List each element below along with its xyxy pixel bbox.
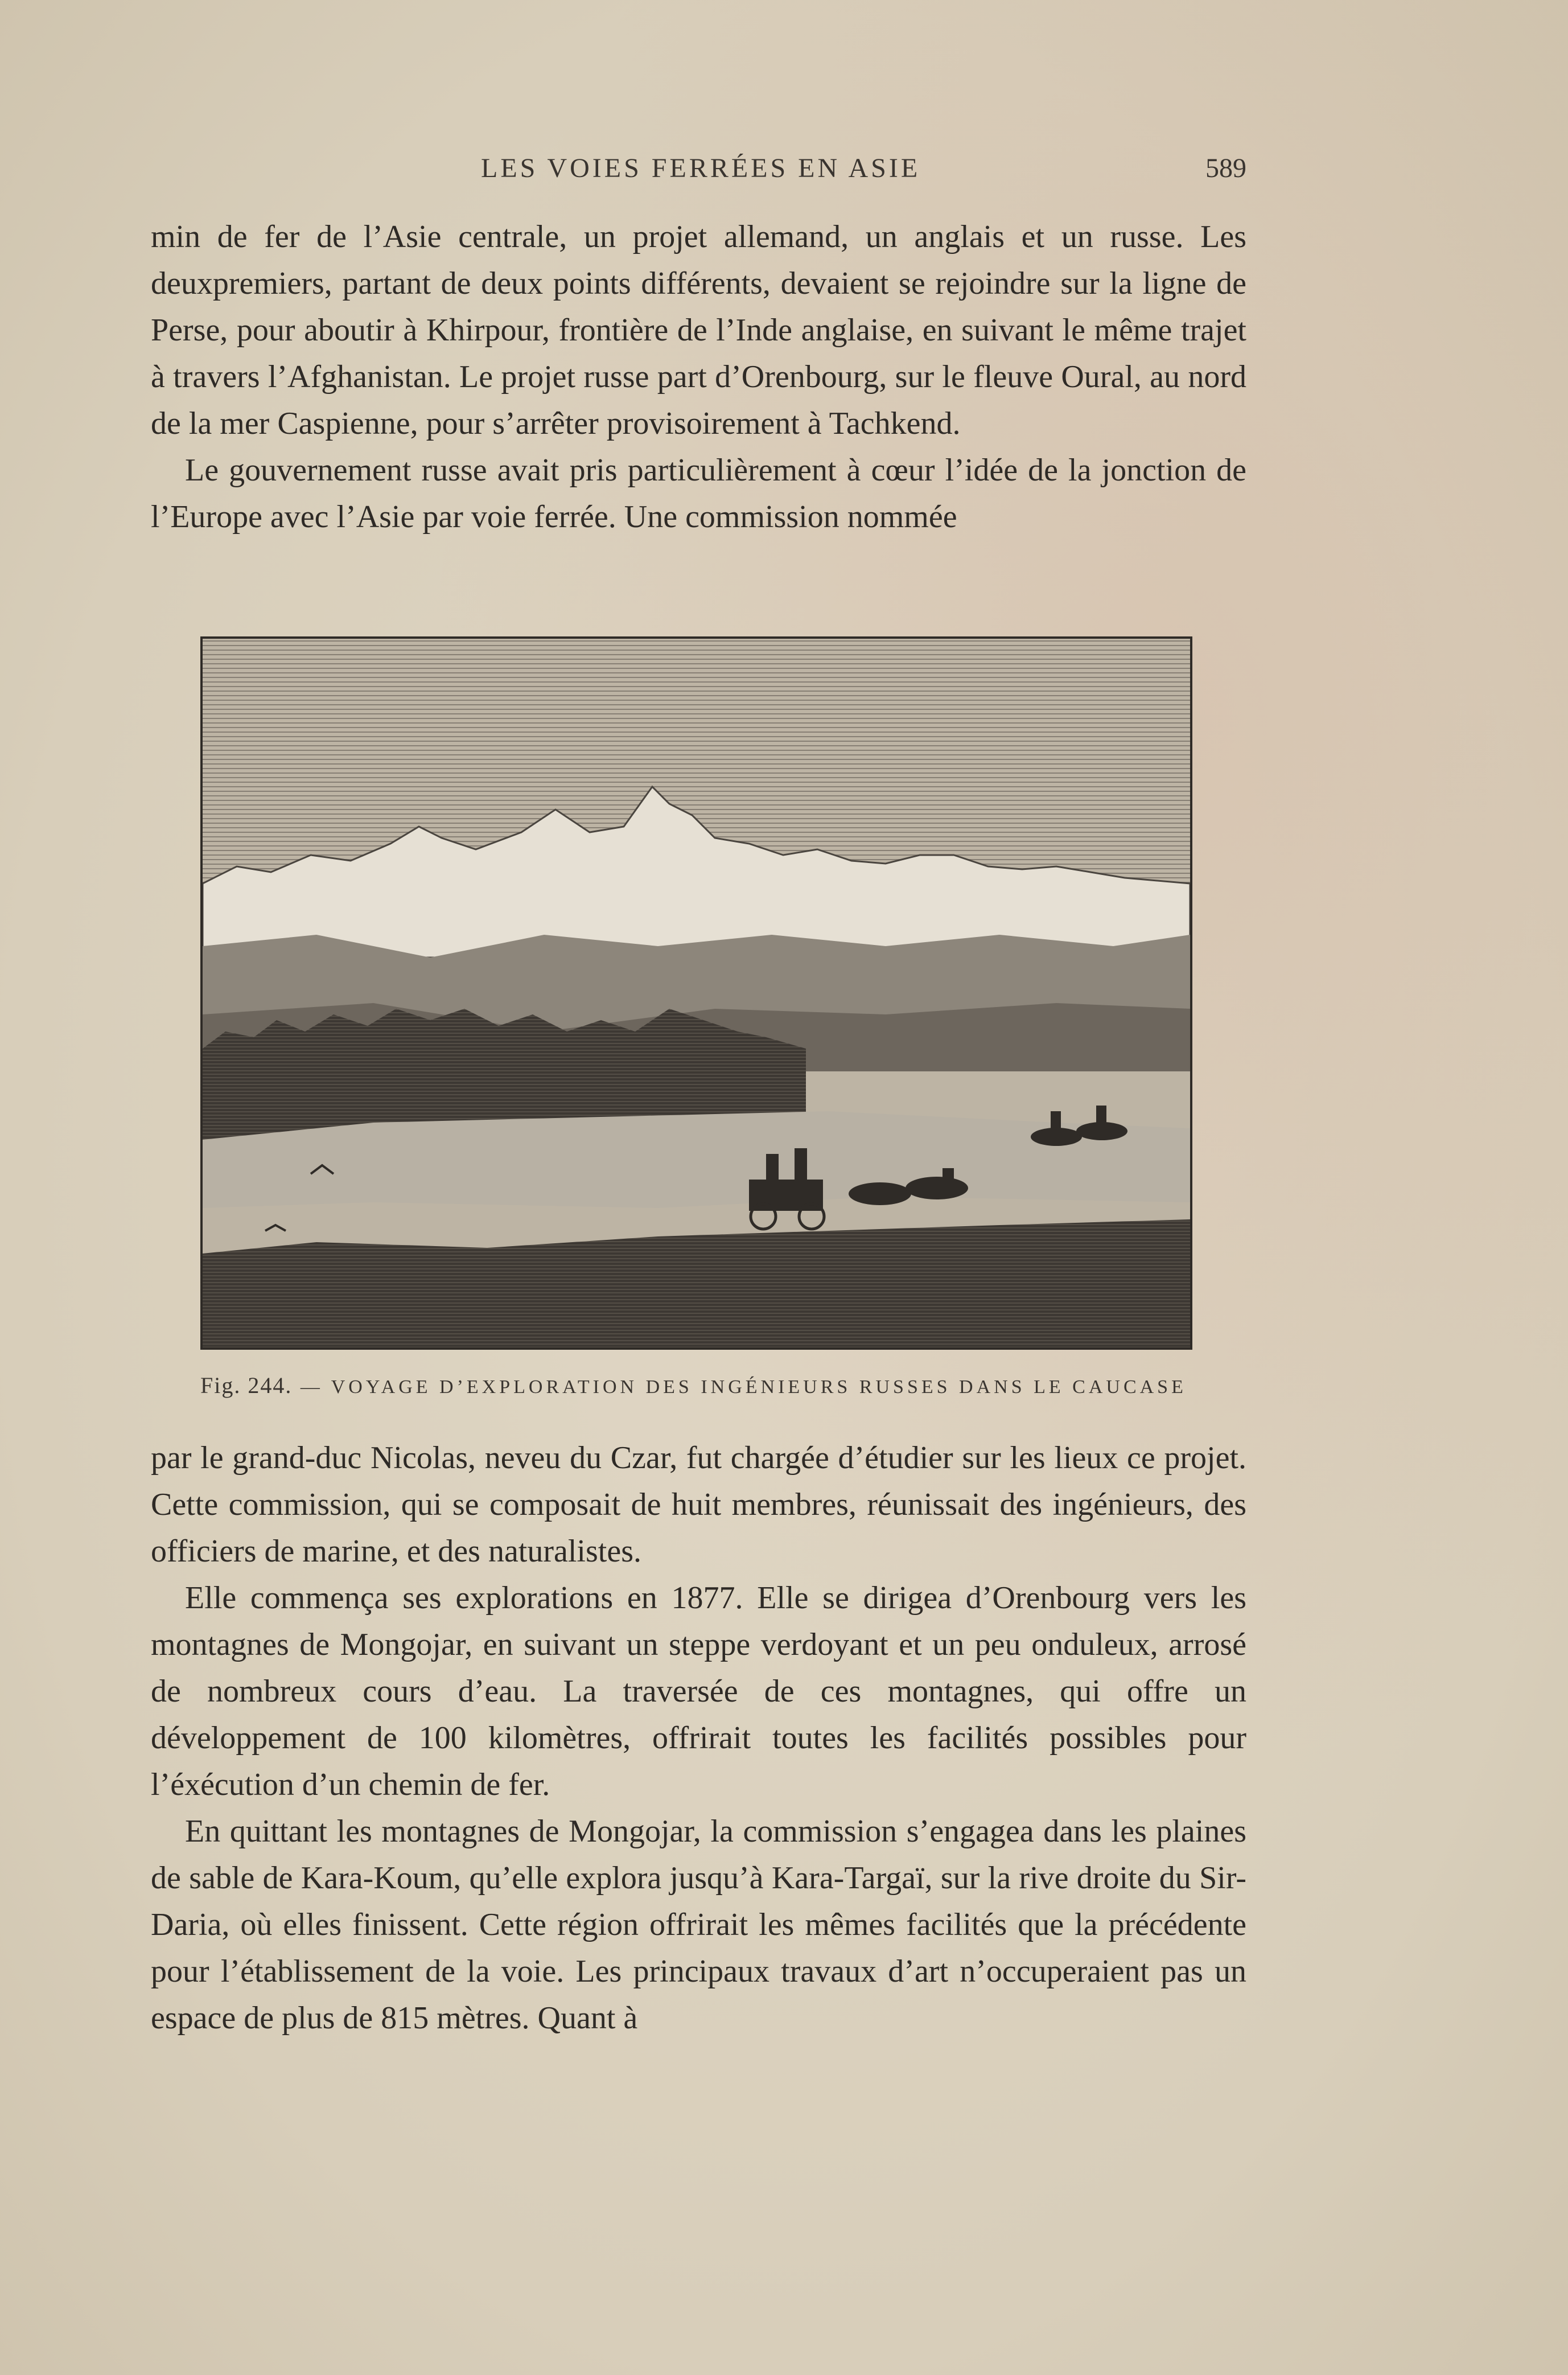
figure-caption-text: — VOYAGE D’EXPLORATION DES INGÉNIEURS RUSSES DANS LE CAUCASE [300, 1376, 1187, 1398]
paragraph: par le grand-duc Nicolas, neveu du Czar, fut chargée d’étudier sur les lieux ce projet. Cette commission, qui se composait de huit membres, réunissait des ingénieurs, des officiers de marine, et des naturalistes. [151, 1440, 1246, 1569]
paragraph: Elle commença ses explorations en 1877. Elle se dirigea d’Orenbourg vers les montagnes de Mongojar, en suivant un steppe verdoyant et un peu onduleux, arrosé de nombreux cours d’eau. La traversée de ces montagnes, qui offre un développement de 100 kilomètres, offrirait toutes les facilités possibles pour l’éxécution d’un chemin de fer. [151, 1580, 1246, 1802]
page-number: 589 [1205, 153, 1246, 183]
text-block-bottom [151, 1435, 1246, 2041]
river [203, 1111, 1190, 1208]
running-title: LES VOIES FERRÉES EN ASIE [481, 153, 921, 183]
paragraph: min de fer de l’Asie centrale, un projet allemand, un anglais et un russe. Les deuxpremiers, partant de deux points différents, devaient se rejoindre sur la ligne de Perse, pour aboutir à Khirpour, frontière de l’Inde anglaise, en suivant le même trajet à travers l’Afghanistan. Le projet russe part d’Orenbourg, sur le fleuve Oural, au nord de la mer Caspienne, pour s’arrêter provisoirement à Tachkend. [151, 219, 1246, 441]
paragraph: Le gouvernement russe avait pris particulièrement à cœur l’idée de la jonction de l’Europe avec l’Asie par voie ferrée. Une commission nommée [151, 453, 1246, 535]
engraving-illustration [200, 636, 1192, 1350]
figure-label: Fig. 244. [200, 1373, 293, 1398]
figure-caption [200, 1372, 1188, 1399]
page-header [151, 153, 1246, 192]
paragraph: En quittant les montagnes de Mongojar, la commission s’engagea dans les plaines de sable de Kara-Koum, qu’elle explora jusqu’à Kara-Targaï, sur la rive droite du Sir-Daria, où elles finissent. Cette région offrirait les mêmes facilités que la précédente pour l’établissement de la voie. Les principaux travaux d’art n’occuperaient pas un espace de plus de 815 mètres. Quant à [151, 1814, 1246, 2036]
text-block-top [151, 213, 1246, 540]
engraving-svg [203, 639, 1190, 1347]
